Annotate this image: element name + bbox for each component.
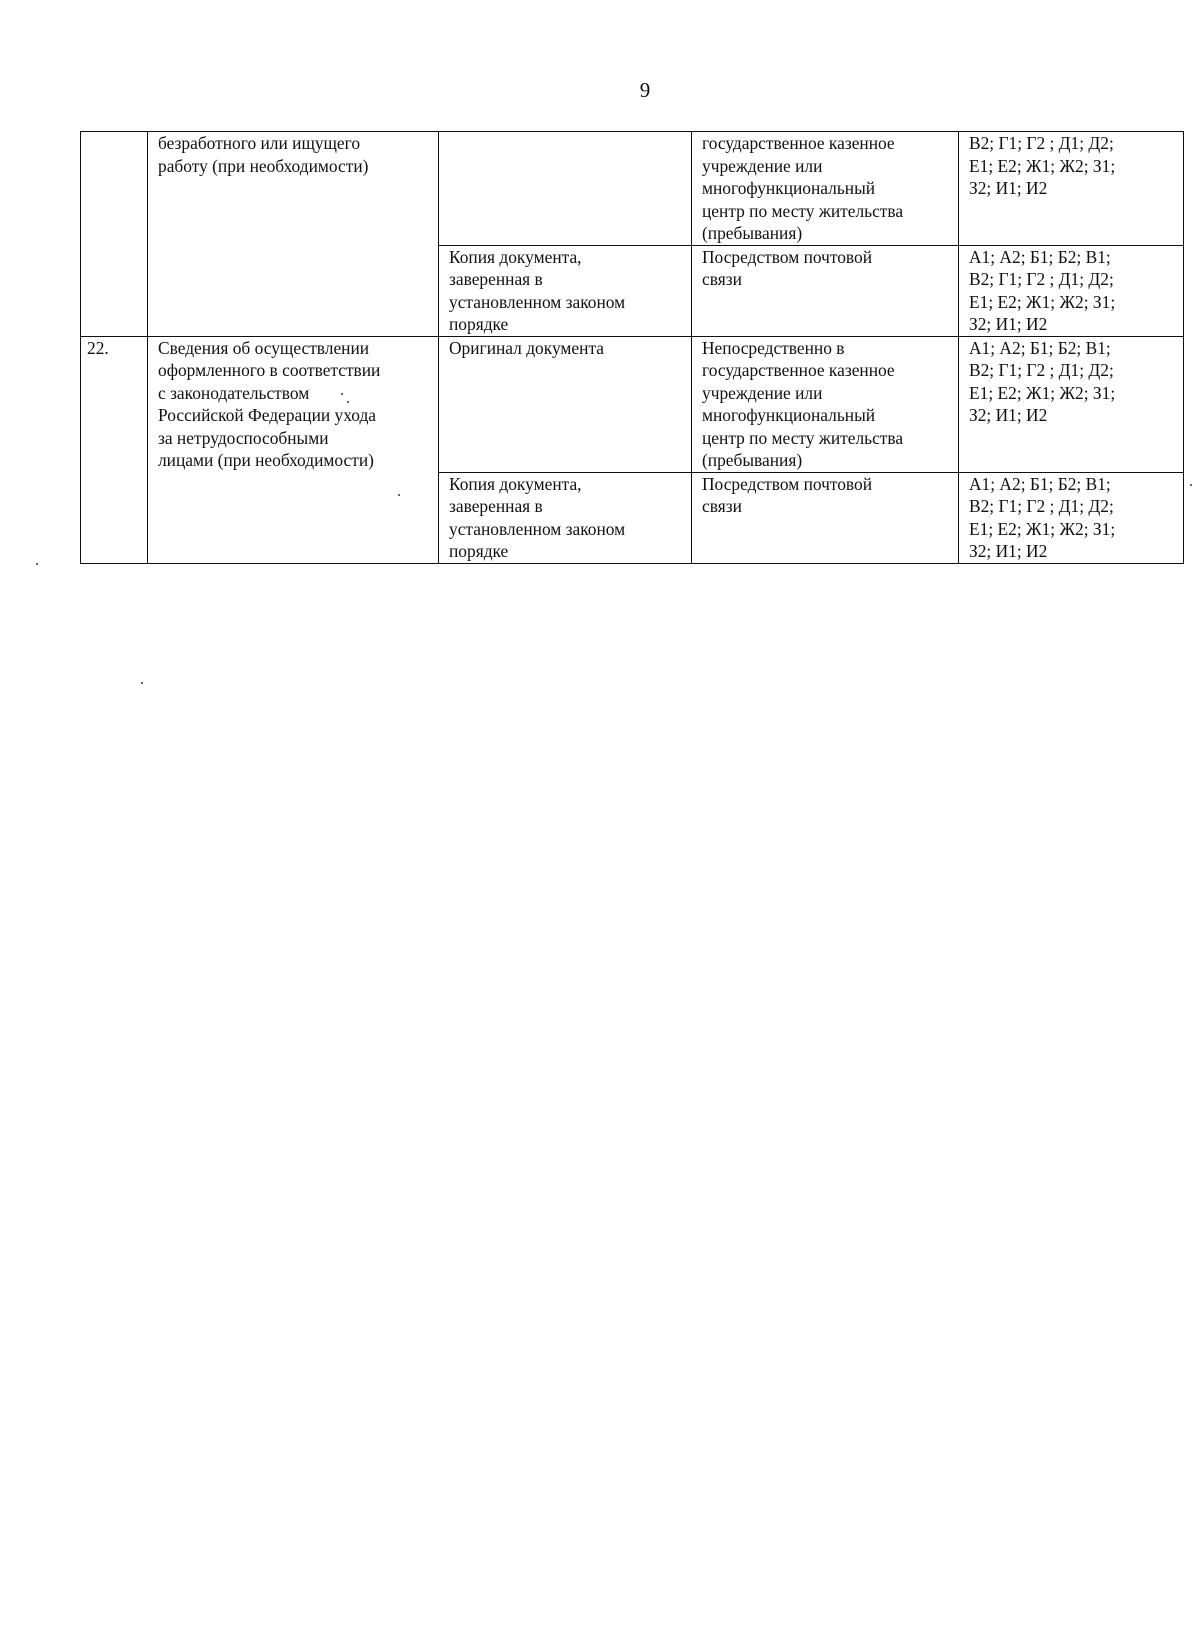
document-form-cell: Копия документа, заверенная в установленном законом порядке: [439, 245, 692, 336]
categories-cell: В2; Г1; Г2 ; Д1; Д2; Е1; Е2; Ж1; Ж2; З1; З2; И1; И2: [959, 132, 1184, 246]
scan-speck: [341, 393, 343, 395]
page-number: 9: [639, 78, 651, 102]
scan-speck: [398, 494, 400, 496]
document-name-cell: безработного или ищущего работу (при необходимости): [148, 132, 439, 337]
row-number-cell: [81, 132, 148, 337]
document-form-cell: Копия документа, заверенная в установленном законом порядке: [439, 472, 692, 563]
table-row: [81, 336, 1184, 472]
table-row: [81, 132, 1184, 246]
document-form-cell: Оригинал документа: [439, 336, 692, 472]
scan-speck: [1190, 484, 1192, 486]
document-name-cell: Сведения об осуществлении оформленного в соответствии с законодательством Российской Федерации ухода за нетрудоспособными лицами (при необходимости): [148, 336, 439, 563]
scan-speck: [141, 682, 143, 684]
submission-method-cell: Посредством почтовой связи: [692, 472, 959, 563]
submission-method-cell: Посредством почтовой связи: [692, 245, 959, 336]
row-number-cell: 22.: [81, 336, 148, 563]
categories-cell: А1; А2; Б1; Б2; В1; В2; Г1; Г2 ; Д1; Д2; Е1; Е2; Ж1; Ж2; З1; З2; И1; И2: [959, 472, 1184, 563]
documents-table: [80, 131, 1184, 564]
categories-cell: А1; А2; Б1; Б2; В1; В2; Г1; Г2 ; Д1; Д2; Е1; Е2; Ж1; Ж2; З1; З2; И1; И2: [959, 245, 1184, 336]
submission-method-cell: государственное казенное учреждение или многофункциональный центр по месту жительства (пребывания): [692, 132, 959, 246]
scan-speck: [36, 563, 38, 565]
categories-cell: А1; А2; Б1; Б2; В1; В2; Г1; Г2 ; Д1; Д2; Е1; Е2; Ж1; Ж2; З1; З2; И1; И2: [959, 336, 1184, 472]
scan-speck: [347, 401, 349, 403]
document-form-cell: [439, 132, 692, 246]
submission-method-cell: Непосредственно в государственное казенное учреждение или многофункциональный центр по месту жительства (пребывания): [692, 336, 959, 472]
